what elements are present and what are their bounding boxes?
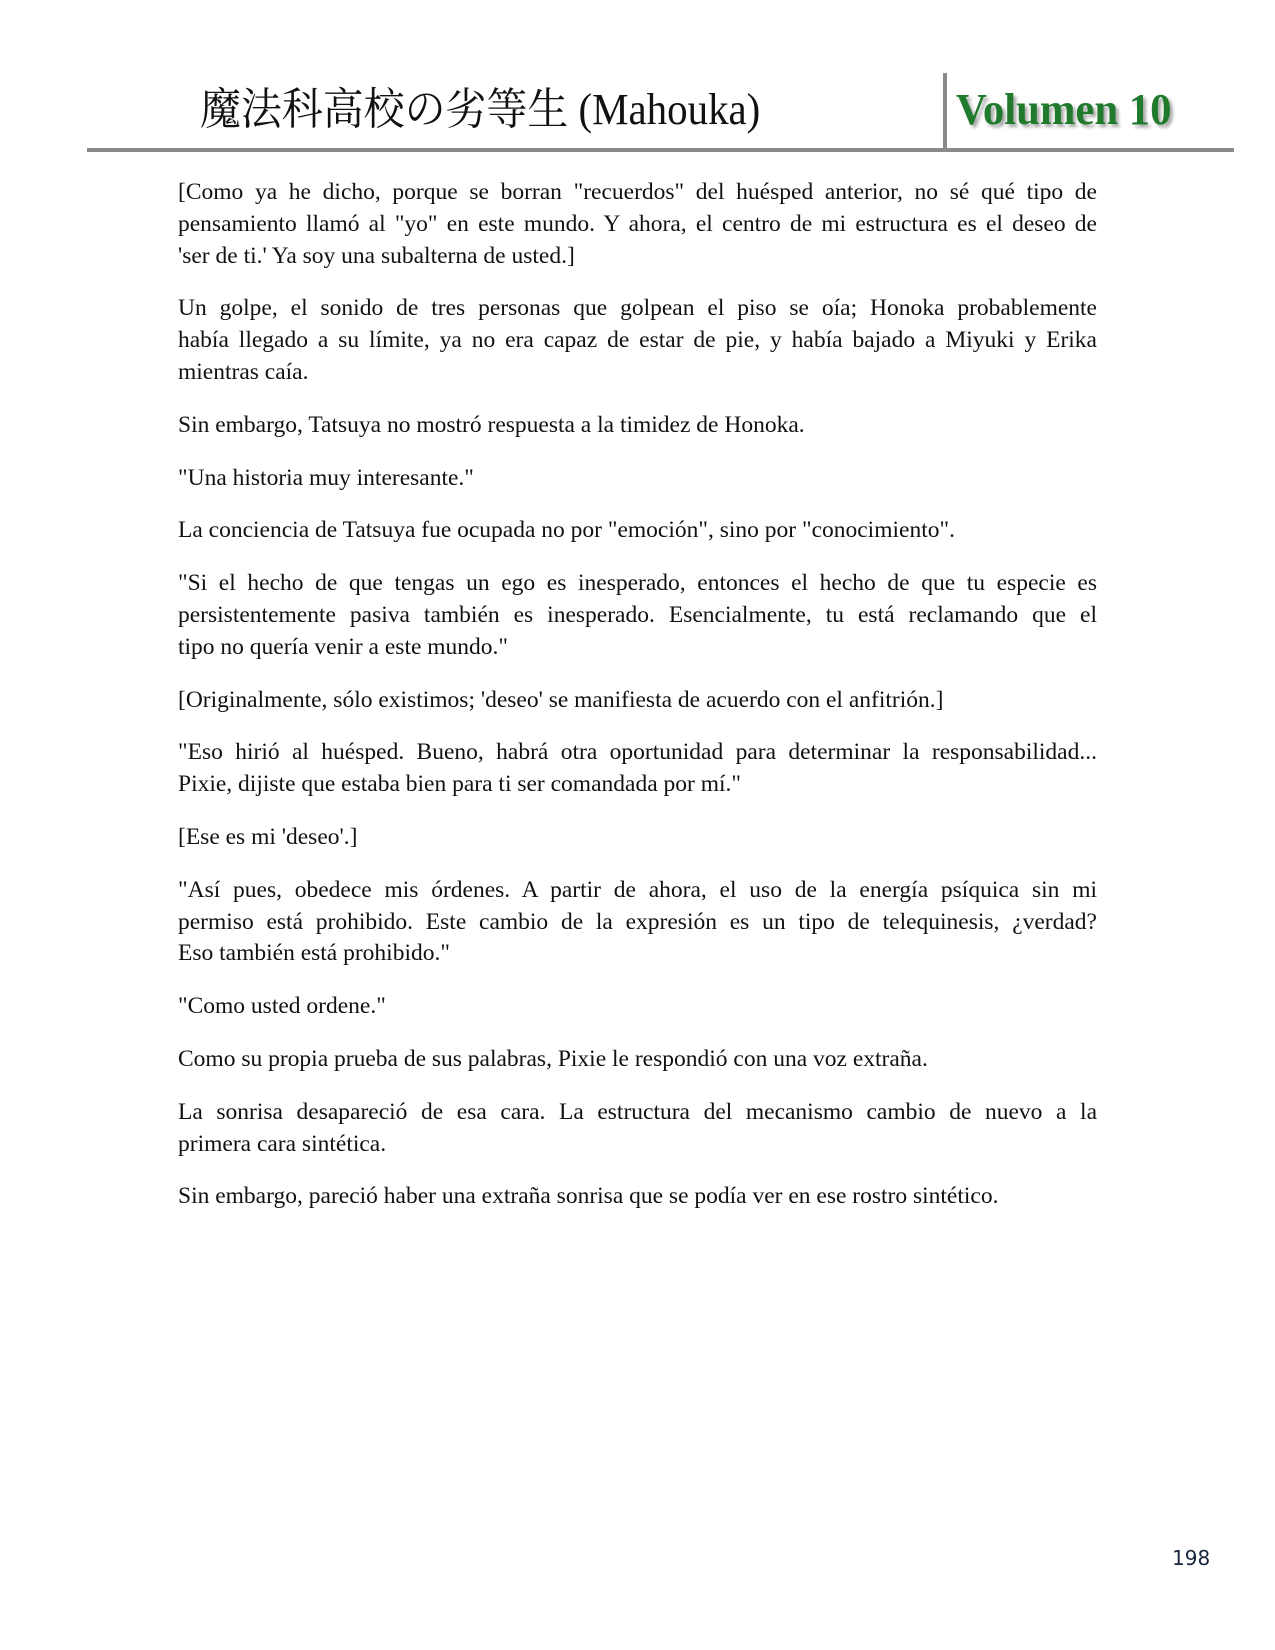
- paragraph: [178, 822, 1097, 854]
- text-line: mientras caía.: [178, 358, 309, 385]
- text-line: primera cara sintética.: [178, 1130, 387, 1157]
- text-line: Pixie, dijiste que estaba bien para ti ser comandada por mí.": [178, 771, 741, 798]
- paragraph: [178, 685, 1097, 717]
- text-line: Sin embargo, pareció haber una extraña sonrisa que se podía ver en ese rostro sintético.: [178, 1183, 999, 1210]
- text-line: Como su propia prueba de sus palabras, Pixie le respondió con una voz extraña.: [178, 1045, 928, 1072]
- text-line: La sonrisa desapareció de esa cara. La estructura del mecanismo cambio de nuevo a la: [178, 1098, 1097, 1125]
- text-line: [Ese es mi 'deseo'.]: [178, 823, 358, 850]
- volume-label: Volumen 10: [956, 85, 1172, 134]
- text-line: pensamiento llamó al "yo" en este mundo. Y ahora, el centro de mi estructura es el deseo de: [178, 210, 1097, 237]
- text-line: [Originalmente, sólo existimos; 'deseo' se manifiesta de acuerdo con el anfitrión.]: [178, 686, 944, 713]
- text-line: Un golpe, el sonido de tres personas que golpean el piso se oía; Honoka probablemente: [178, 295, 1097, 322]
- paragraph: [178, 293, 1097, 388]
- text-line: "Si el hecho de que tengas un ego es inesperado, entonces el hecho de que tu especie es: [178, 570, 1097, 597]
- book-title: 魔法科高校の劣等生 (Mahouka): [200, 85, 761, 134]
- paragraph: [178, 991, 1097, 1023]
- paragraph: [178, 410, 1097, 442]
- paragraph: [178, 1097, 1097, 1161]
- paragraph: [178, 568, 1097, 663]
- header-rule: [87, 148, 1234, 152]
- page-number: 198: [1172, 1546, 1211, 1570]
- text-line: tipo no quería venir a este mundo.": [178, 633, 509, 660]
- text-line: persistentemente pasiva también es inesperado. Esencialmente, tu está reclamando que el: [178, 601, 1097, 628]
- text-line: "Una historia muy interesante.": [178, 464, 474, 491]
- text-line: "Como usted ordene.": [178, 993, 386, 1020]
- text-line: permiso está prohibido. Este cambio de la expresión es un tipo de telequinesis, ¿verdad?: [178, 908, 1097, 935]
- text-line: "Así pues, obedece mis órdenes. A partir de ahora, el uso de la energía psíquica sin mi: [178, 876, 1097, 903]
- text-line: había llegado a su límite, ya no era capaz de estar de pie, y había bajado a Miyuki y Erika: [178, 327, 1097, 354]
- paragraph: [178, 1044, 1097, 1076]
- paragraph: [178, 875, 1097, 970]
- text-line: [Como ya he dicho, porque se borran "recuerdos" del huésped anterior, no sé qué tipo de: [178, 179, 1097, 205]
- paragraph: [178, 463, 1097, 495]
- paragraph: [178, 1181, 1097, 1213]
- page-body: [178, 177, 1097, 1234]
- text-line: Eso también está prohibido.": [178, 940, 450, 967]
- paragraph: [178, 515, 1097, 547]
- text-line: Sin embargo, Tatsuya no mostró respuesta a la timidez de Honoka.: [178, 411, 805, 438]
- text-line: La conciencia de Tatsuya fue ocupada no por "emoción", sino por "conocimiento".: [178, 517, 955, 544]
- paragraph: [178, 737, 1097, 801]
- text-line: 'ser de ti.' Ya soy una subalterna de usted.]: [178, 242, 575, 269]
- header-divider: [943, 73, 947, 152]
- text-line: "Eso hirió al huésped. Bueno, habrá otra oportunidad para determinar la responsabilidad...: [178, 739, 1097, 766]
- paragraph: [178, 177, 1097, 272]
